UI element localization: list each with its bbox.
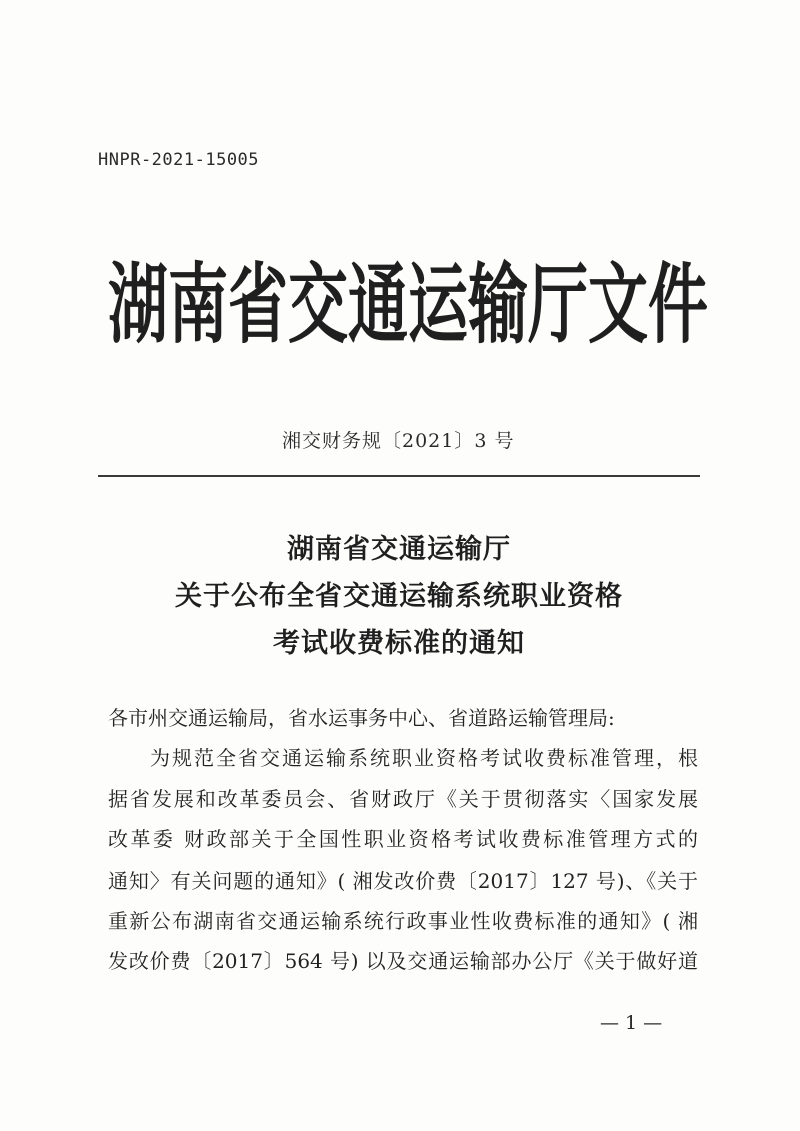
body-line-1: 为规范全省交通运输系统职业资格考试收费标准管理，根 [150,746,698,770]
body-line-4: 通知〉有关问题的通知》( 湘发改价费〔2017〕127 号)、《关于 [108,869,698,893]
masthead-title: 湖南省交通运输厅文件 [108,254,708,357]
body-line-6: 发改价费〔2017〕564 号) 以及交通运输部办公厅《关于做好道 [108,949,698,973]
notice-title-line-3: 考试收费标准的通知 [273,628,525,659]
document-code: HNPR-2021-15005 [98,150,260,170]
body-line-5: 重新公布湖南省交通运输系统行政事业性收费标准的通知》( 湘 [108,909,698,933]
notice-title-line-1: 湖南省交通运输厅 [287,534,511,565]
document-number: 湘交财务规〔2021〕3 号 [282,430,515,452]
notice-title-line-2: 关于公布全省交通运输系统职业资格 [175,581,623,612]
addressee-line: 各市州交通运输局，省水运事务中心、省道路运输管理局: [108,706,615,730]
header-divider [98,475,700,477]
body-line-3: 改革委 财政部关于全国性职业资格考试收费标准管理方式的 [108,827,698,851]
body-line-2: 据省发展和改革委员会、省财政厅《关于贯彻落实〈国家发展 [108,787,698,811]
page-number: — 1 — [600,1012,663,1034]
